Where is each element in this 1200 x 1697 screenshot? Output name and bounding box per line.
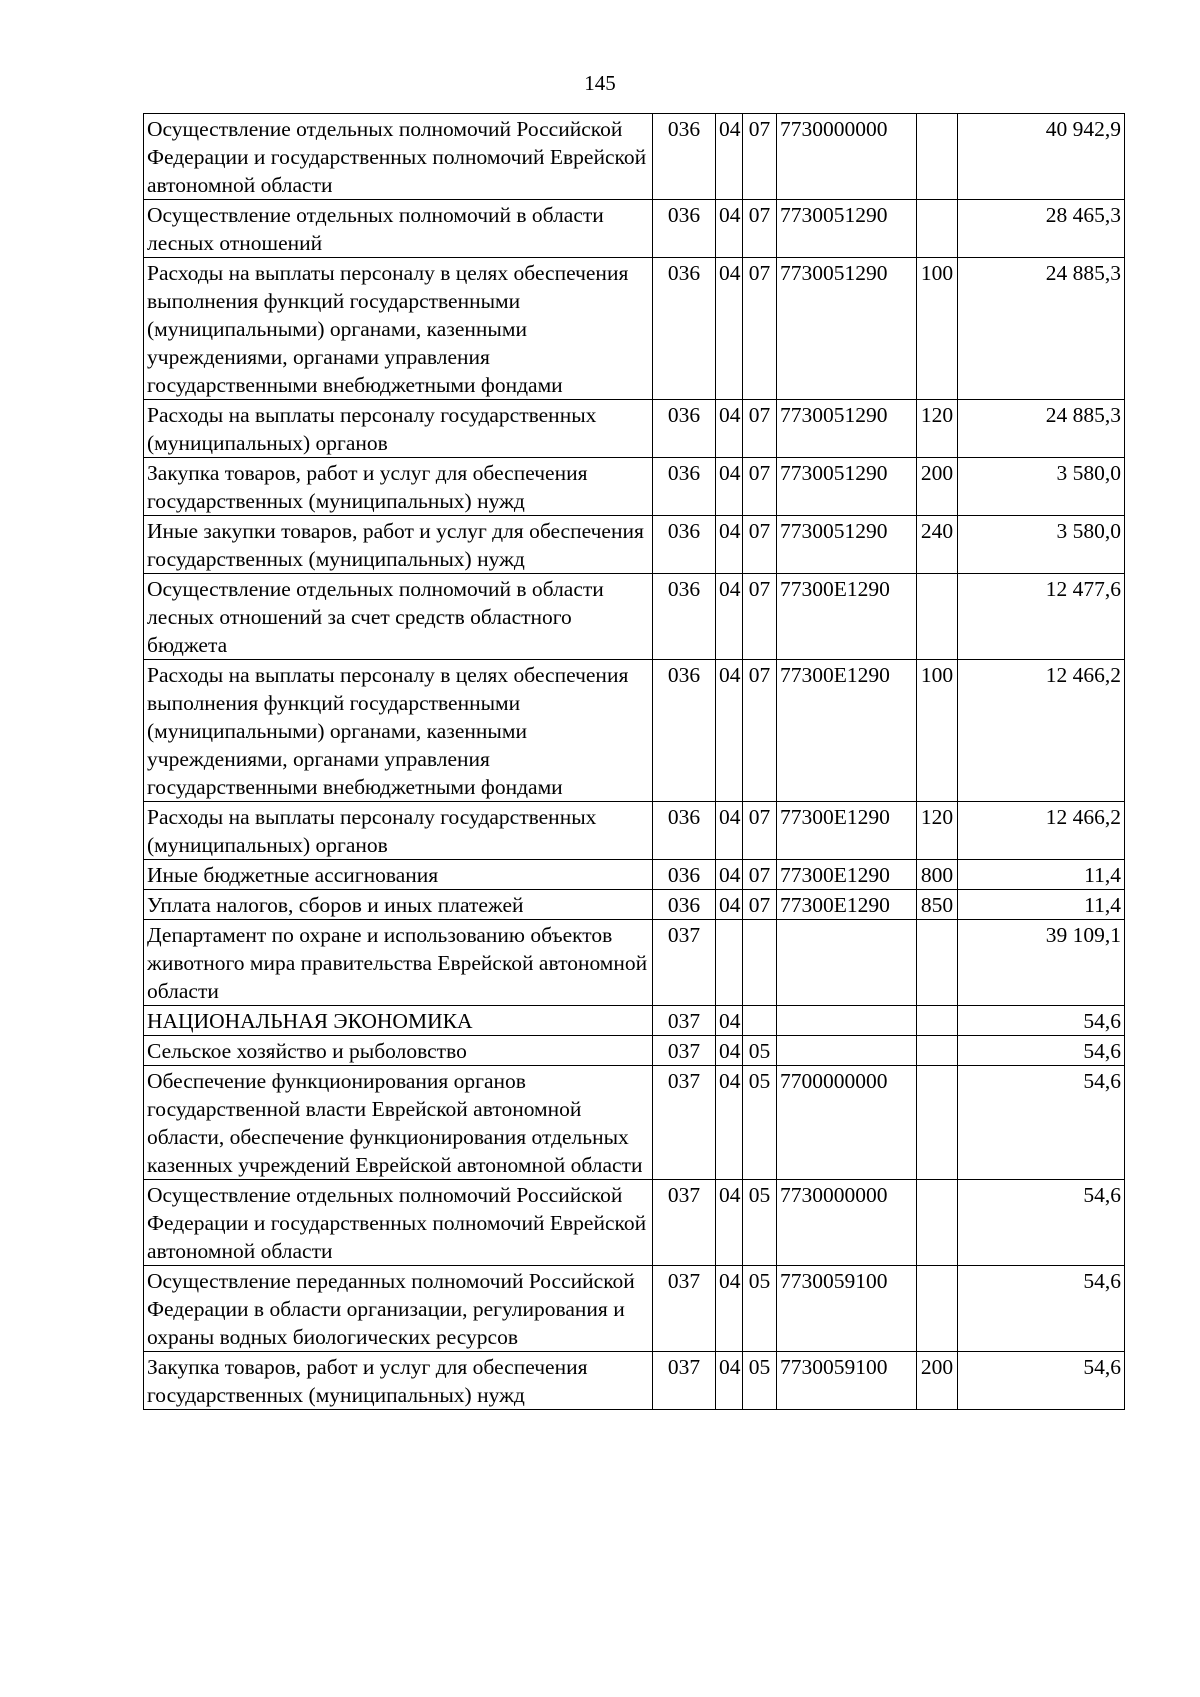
- row-target-article-code: 77300Е1290: [777, 860, 917, 890]
- budget-table: [143, 113, 1125, 1410]
- row-target-article-code: 77300Е1290: [777, 660, 917, 802]
- row-subsection-code: 05: [743, 1036, 777, 1066]
- row-name: Закупка товаров, работ и услуг для обеспечения государственных (муниципальных) нужд: [144, 458, 653, 516]
- row-subsection-code: 07: [743, 200, 777, 258]
- row-amount: 54,6: [958, 1180, 1125, 1266]
- table-row: [144, 574, 1125, 660]
- row-name: Осуществление отдельных полномочий Российской Федерации и государственных полномочий Еврейской автономной области: [144, 114, 653, 200]
- row-amount: 3 580,0: [958, 516, 1125, 574]
- row-target-article-code: 7730051290: [777, 258, 917, 400]
- row-amount: 54,6: [958, 1036, 1125, 1066]
- row-section-code: 04: [716, 258, 743, 400]
- row-section-code: 04: [716, 1006, 743, 1036]
- row-grbs-code: 037: [653, 1352, 716, 1410]
- row-expense-type-code: 850: [917, 890, 958, 920]
- row-amount: 40 942,9: [958, 114, 1125, 200]
- row-subsection-code: 07: [743, 660, 777, 802]
- row-section-code: 04: [716, 802, 743, 860]
- row-grbs-code: 036: [653, 400, 716, 458]
- row-expense-type-code: 200: [917, 1352, 958, 1410]
- row-section-code: 04: [716, 114, 743, 200]
- table-row: [144, 516, 1125, 574]
- row-subsection-code: [743, 920, 777, 1006]
- row-name: Департамент по охране и использованию объектов животного мира правительства Еврейской автономной области: [144, 920, 653, 1006]
- row-grbs-code: 037: [653, 1066, 716, 1180]
- row-amount: 12 466,2: [958, 802, 1125, 860]
- row-grbs-code: 037: [653, 1006, 716, 1036]
- row-subsection-code: 05: [743, 1180, 777, 1266]
- table-row: [144, 660, 1125, 802]
- row-name: Осуществление переданных полномочий Российской Федерации в области организации, регулирования и охраны водных биологических ресурсов: [144, 1266, 653, 1352]
- row-amount: 54,6: [958, 1006, 1125, 1036]
- row-expense-type-code: [917, 1180, 958, 1266]
- table-row: [144, 1066, 1125, 1180]
- row-section-code: 04: [716, 200, 743, 258]
- row-subsection-code: 05: [743, 1266, 777, 1352]
- row-section-code: 04: [716, 660, 743, 802]
- row-name: Расходы на выплаты персоналу государственных (муниципальных) органов: [144, 802, 653, 860]
- row-expense-type-code: [917, 1066, 958, 1180]
- row-target-article-code: 7700000000: [777, 1066, 917, 1180]
- row-subsection-code: 05: [743, 1352, 777, 1410]
- row-grbs-code: 036: [653, 860, 716, 890]
- table-row: [144, 114, 1125, 200]
- row-expense-type-code: 240: [917, 516, 958, 574]
- row-target-article-code: 7730051290: [777, 516, 917, 574]
- row-section-code: 04: [716, 400, 743, 458]
- row-amount: 12 466,2: [958, 660, 1125, 802]
- table-row: [144, 258, 1125, 400]
- table-row: [144, 1036, 1125, 1066]
- row-target-article-code: [777, 1006, 917, 1036]
- row-name: Расходы на выплаты персоналу в целях обеспечения выполнения функций государственными (муниципальными) органами, казенными учреждениями, органами управления государственными внебюджетными фондами: [144, 660, 653, 802]
- row-grbs-code: 036: [653, 458, 716, 516]
- row-amount: 24 885,3: [958, 400, 1125, 458]
- row-grbs-code: 037: [653, 1036, 716, 1066]
- row-subsection-code: 07: [743, 802, 777, 860]
- row-amount: 28 465,3: [958, 200, 1125, 258]
- row-target-article-code: 77300Е1290: [777, 890, 917, 920]
- table-row: [144, 1180, 1125, 1266]
- row-subsection-code: 07: [743, 258, 777, 400]
- table-row: [144, 860, 1125, 890]
- row-target-article-code: 7730059100: [777, 1352, 917, 1410]
- row-section-code: 04: [716, 1180, 743, 1266]
- row-amount: 11,4: [958, 860, 1125, 890]
- row-grbs-code: 036: [653, 258, 716, 400]
- row-expense-type-code: [917, 1266, 958, 1352]
- row-subsection-code: 07: [743, 400, 777, 458]
- row-expense-type-code: 200: [917, 458, 958, 516]
- row-name: Осуществление отдельных полномочий Российской Федерации и государственных полномочий Еврейской автономной области: [144, 1180, 653, 1266]
- row-grbs-code: 036: [653, 114, 716, 200]
- row-subsection-code: [743, 1006, 777, 1036]
- row-section-code: 04: [716, 516, 743, 574]
- row-expense-type-code: 800: [917, 860, 958, 890]
- row-target-article-code: 7730000000: [777, 114, 917, 200]
- row-amount: 54,6: [958, 1352, 1125, 1410]
- row-target-article-code: [777, 920, 917, 1006]
- row-subsection-code: 05: [743, 1066, 777, 1180]
- row-subsection-code: 07: [743, 860, 777, 890]
- row-grbs-code: 036: [653, 574, 716, 660]
- row-target-article-code: 7730000000: [777, 1180, 917, 1266]
- row-amount: 12 477,6: [958, 574, 1125, 660]
- table-row: [144, 200, 1125, 258]
- row-section-code: 04: [716, 1036, 743, 1066]
- row-grbs-code: 036: [653, 890, 716, 920]
- row-expense-type-code: [917, 200, 958, 258]
- row-target-article-code: 7730051290: [777, 400, 917, 458]
- row-grbs-code: 036: [653, 200, 716, 258]
- row-expense-type-code: [917, 920, 958, 1006]
- row-subsection-code: 07: [743, 458, 777, 516]
- row-expense-type-code: [917, 1006, 958, 1036]
- table-row: [144, 400, 1125, 458]
- row-subsection-code: 07: [743, 890, 777, 920]
- row-name: Обеспечение функционирования органов государственной власти Еврейской автономной области, обеспечение функционирования отдельных казенных учреждений Еврейской автономной области: [144, 1066, 653, 1180]
- row-target-article-code: 7730051290: [777, 458, 917, 516]
- row-target-article-code: [777, 1036, 917, 1066]
- row-subsection-code: 07: [743, 574, 777, 660]
- row-section-code: 04: [716, 1352, 743, 1410]
- row-name: Расходы на выплаты персоналу государственных (муниципальных) органов: [144, 400, 653, 458]
- page-number: 145: [584, 71, 616, 95]
- row-amount: 54,6: [958, 1066, 1125, 1180]
- table-row: [144, 1352, 1125, 1410]
- row-name: Осуществление отдельных полномочий в области лесных отношений за счет средств областного бюджета: [144, 574, 653, 660]
- table-row: [144, 890, 1125, 920]
- budget-table-body: [144, 114, 1125, 1410]
- row-grbs-code: 037: [653, 920, 716, 1006]
- table-row: [144, 1006, 1125, 1036]
- row-grbs-code: 037: [653, 1266, 716, 1352]
- row-target-article-code: 7730051290: [777, 200, 917, 258]
- row-expense-type-code: 100: [917, 660, 958, 802]
- row-expense-type-code: [917, 574, 958, 660]
- row-name: Осуществление отдельных полномочий в области лесных отношений: [144, 200, 653, 258]
- row-grbs-code: 037: [653, 1180, 716, 1266]
- row-target-article-code: 7730059100: [777, 1266, 917, 1352]
- row-amount: 3 580,0: [958, 458, 1125, 516]
- row-name: Уплата налогов, сборов и иных платежей: [144, 890, 653, 920]
- row-section-code: [716, 920, 743, 1006]
- row-name: Иные закупки товаров, работ и услуг для обеспечения государственных (муниципальных) нужд: [144, 516, 653, 574]
- row-subsection-code: 07: [743, 516, 777, 574]
- row-name: Сельское хозяйство и рыболовство: [144, 1036, 653, 1066]
- row-expense-type-code: [917, 1036, 958, 1066]
- row-section-code: 04: [716, 458, 743, 516]
- row-amount: 11,4: [958, 890, 1125, 920]
- row-expense-type-code: 100: [917, 258, 958, 400]
- row-amount: 39 109,1: [958, 920, 1125, 1006]
- row-amount: 54,6: [958, 1266, 1125, 1352]
- row-section-code: 04: [716, 574, 743, 660]
- row-expense-type-code: [917, 114, 958, 200]
- row-name: Иные бюджетные ассигнования: [144, 860, 653, 890]
- row-subsection-code: 07: [743, 114, 777, 200]
- row-section-code: 04: [716, 1266, 743, 1352]
- row-amount: 24 885,3: [958, 258, 1125, 400]
- table-row: [144, 920, 1125, 1006]
- row-section-code: 04: [716, 1066, 743, 1180]
- table-row: [144, 458, 1125, 516]
- row-grbs-code: 036: [653, 660, 716, 802]
- row-expense-type-code: 120: [917, 802, 958, 860]
- table-row: [144, 1266, 1125, 1352]
- row-name: НАЦИОНАЛЬНАЯ ЭКОНОМИКА: [144, 1006, 653, 1036]
- row-grbs-code: 036: [653, 516, 716, 574]
- table-row: [144, 802, 1125, 860]
- row-section-code: 04: [716, 890, 743, 920]
- row-target-article-code: 77300Е1290: [777, 802, 917, 860]
- row-target-article-code: 77300Е1290: [777, 574, 917, 660]
- row-name: Расходы на выплаты персоналу в целях обеспечения выполнения функций государственными (муниципальными) органами, казенными учреждениями, органами управления государственными внебюджетными фондами: [144, 258, 653, 400]
- row-section-code: 04: [716, 860, 743, 890]
- row-expense-type-code: 120: [917, 400, 958, 458]
- row-grbs-code: 036: [653, 802, 716, 860]
- row-name: Закупка товаров, работ и услуг для обеспечения государственных (муниципальных) нужд: [144, 1352, 653, 1410]
